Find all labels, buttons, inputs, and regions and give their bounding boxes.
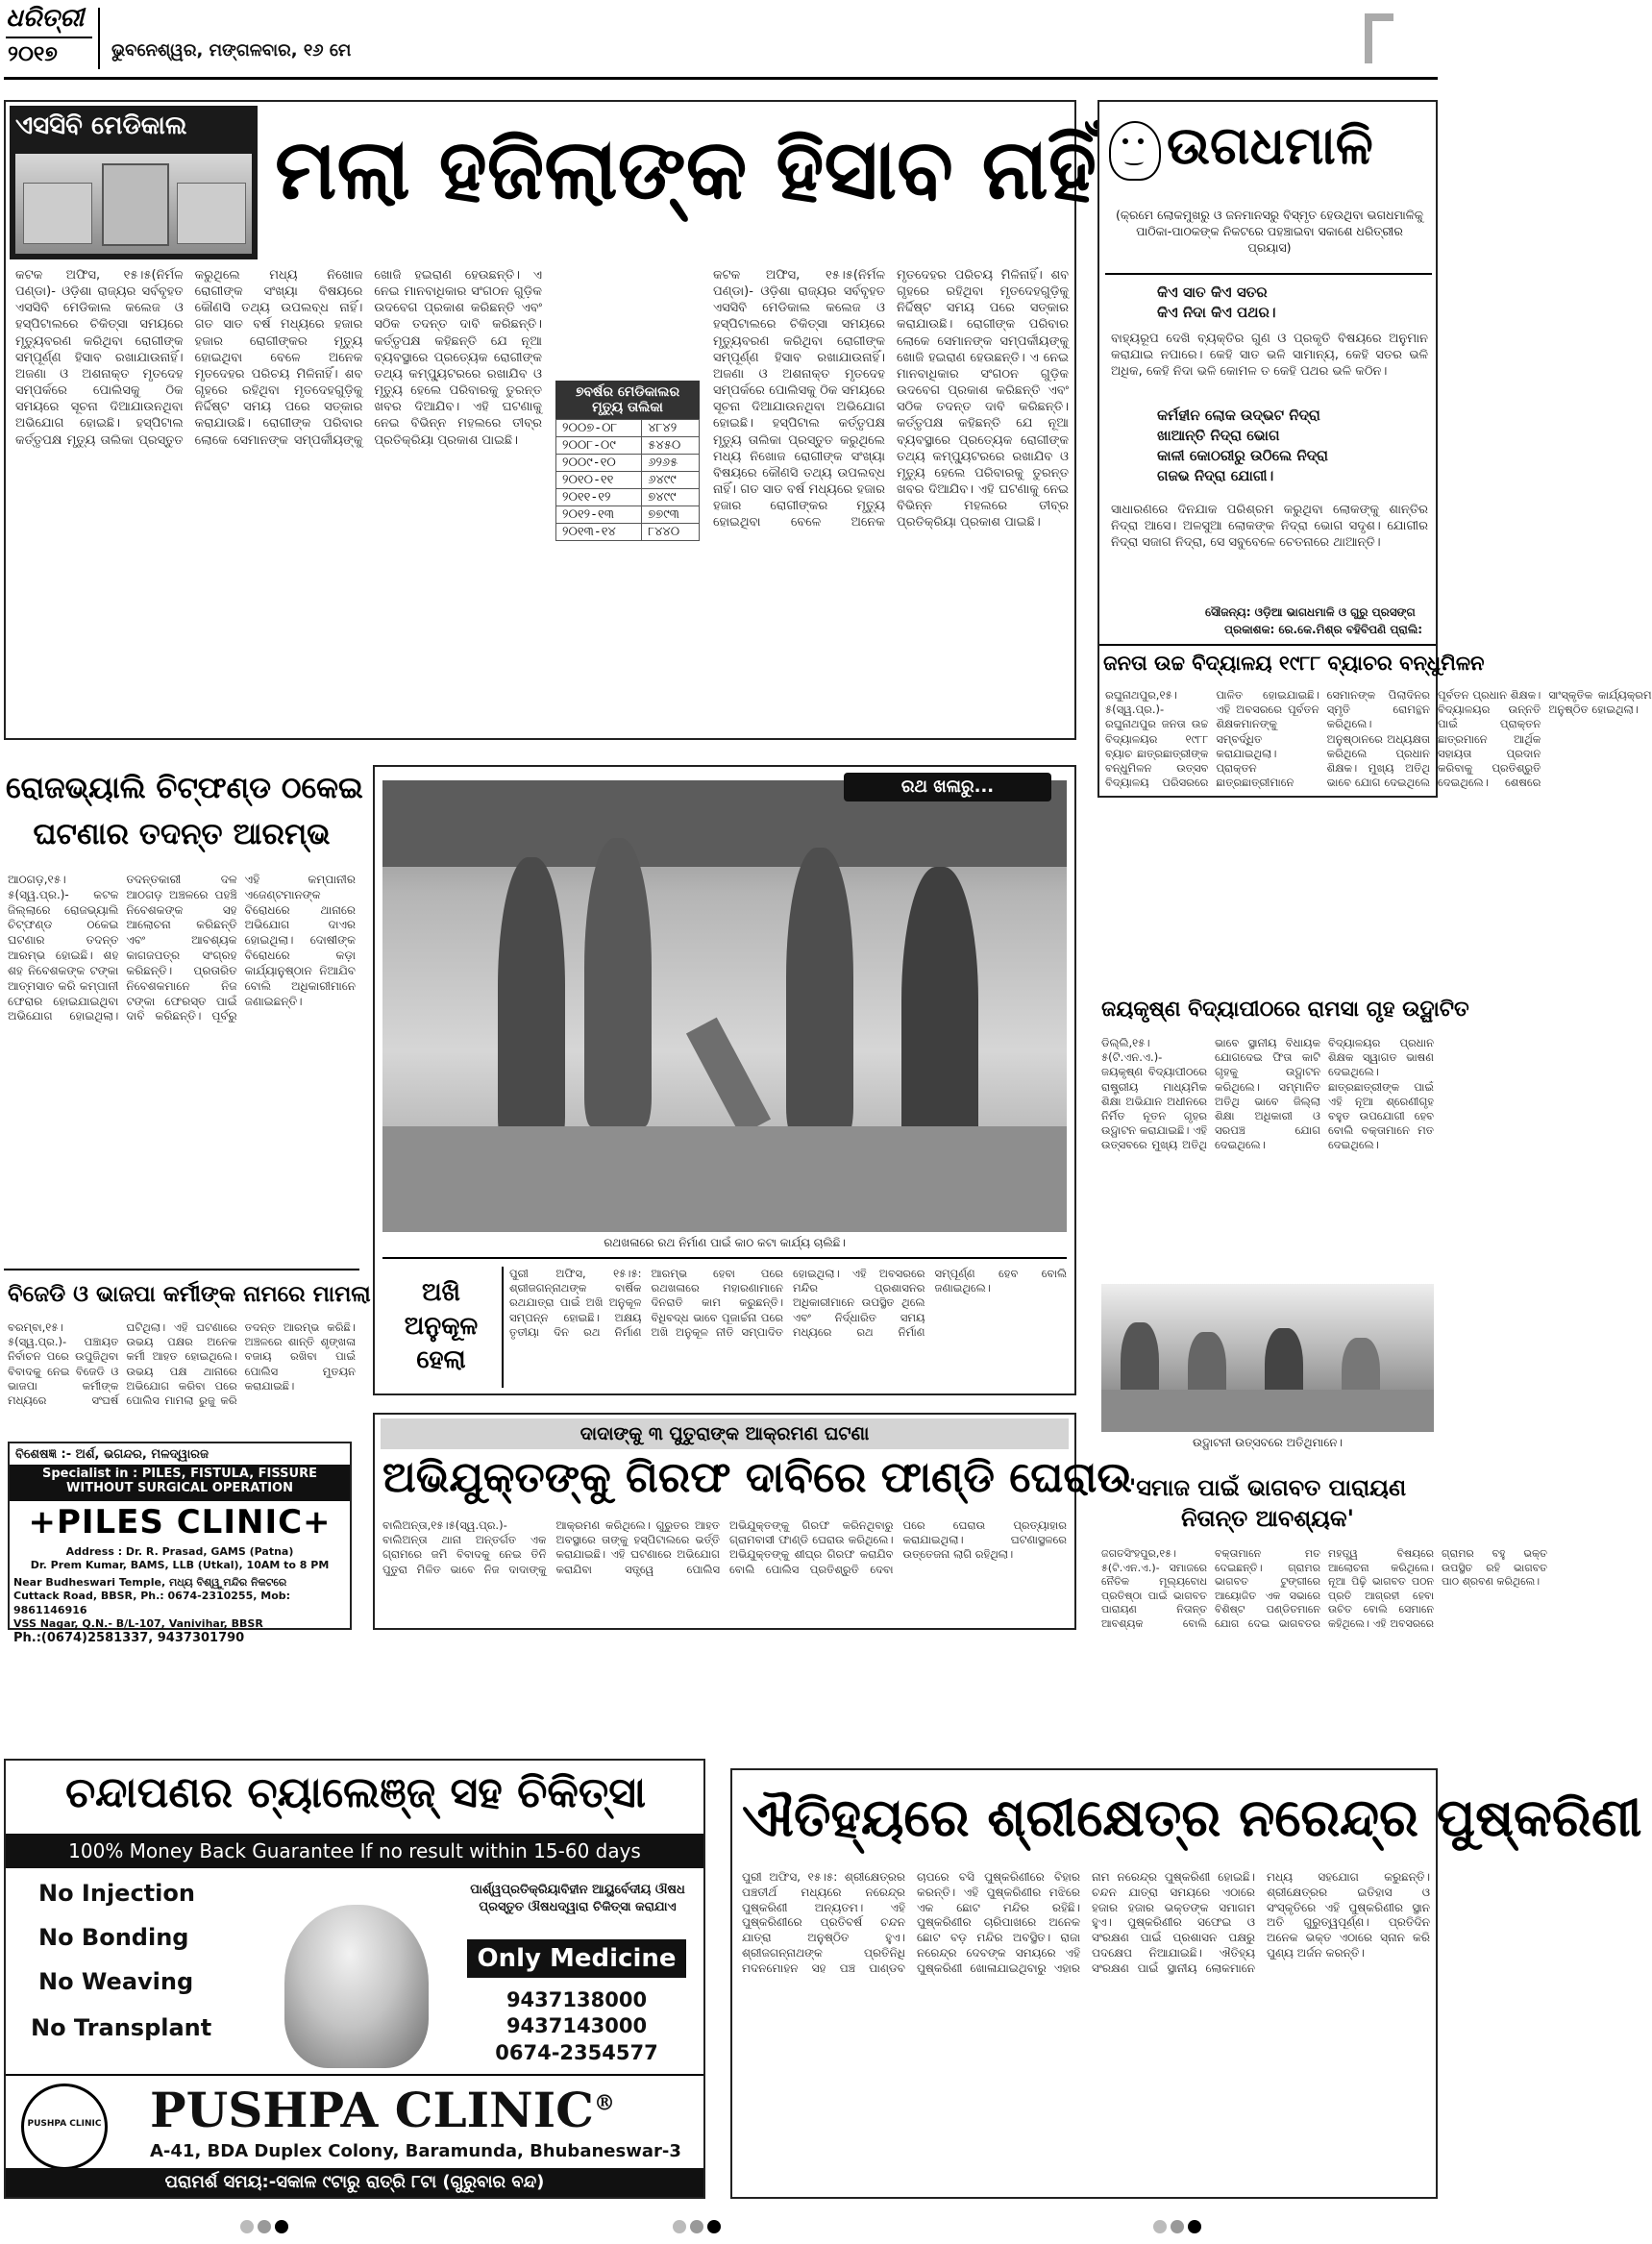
lead-body-cont: କଟକ ଅଫିସ, ୧୫।୫(ନିର୍ମଳ ପଣ୍ଡା)- ଓଡ଼ିଶା ରାଜ୍ୟର ସର୍ବବୃହତ ଏସସିବି ମେଡିକାଲ କଲେଜ ଓ ହସ୍ପିଟାଲରେ ଚିକିତ୍ସା ସମୟରେ ମୃତ୍ୟୁବରଣ କରିଥିବା ରୋଗୀଙ୍କ ସମ୍ପୂର୍ଣ୍ଣ ହିସାବ ରଖାଯାଉନାହିଁ। ଅଜଣା ଓ ଅଶନାକ୍ତ ମୃତଦେହ ସମ୍ପର୍କରେ ପୋଲିସକୁ ଠିକ ସମୟରେ ସୂଚନା ଦିଆଯାଉନଥିବା ଅଭିଯୋଗ ହୋଇଛି। ହସ୍ପିଟାଲ କର୍ତ୍ତୃପକ୍ଷ ମୃତ୍ୟୁ ତାଲିକା ପ୍ରସ୍ତୁତ କରୁଥିଲେ ମଧ୍ୟ ନିଖୋଜ ରୋଗୀଙ୍କ ସଂଖ୍ୟା ବିଷୟରେ କୌଣସି ତଥ୍ୟ ଉପଲବ୍ଧ ନାହିଁ। ଗତ ସାତ ବର୍ଷ ମଧ୍ୟରେ ହଜାର ହଜାର ରୋଗୀଙ୍କର ମୃତ୍ୟୁ ହୋଇଥିବା ବେଳେ ଅନେକ ମୃତଦେହର ପରିଚୟ ମିଳିନାହିଁ। ଶବ ଗୃହରେ ରହିଥିବା ମୃତଦେହଗୁଡ଼ିକୁ ନିର୍ଦ୍ଦିଷ୍ଟ ସମୟ ପରେ ସତ୍କାର କରାଯାଉଛି। ରୋଗୀଙ୍କ ପରିବାର ଲୋକେ ସେମାନଙ୍କ ସମ୍ପର୍କୀୟଙ୍କୁ ଖୋଜି ହଇରାଣ ହେଉଛନ୍ତି। ଏ ନେଇ ମାନବାଧିକାର ସଂଗଠନ ଗୁଡ଼ିକ ଉଦବେଗ ପ୍ରକାଶ କରିଛନ୍ତି ଏବଂ ସଠିକ ତଦନ୍ତ ଦାବି କରିଛନ୍ତି। କର୍ତ୍ତୃପକ୍ଷ କହିଛନ୍ତି ଯେ ନୂଆ ବ୍ୟବସ୍ଥାରେ ପ୍ରତ୍ୟେକ ରୋଗୀଙ୍କ ତଥ୍ୟ କମ୍ପ୍ୟୁଟରରେ ରଖାଯିବ ଓ ମୃତ୍ୟୁ ହେଲେ ପରିବାରକୁ ତୁରନ୍ତ ଖବର ଦିଆଯିବ। ଏହି ଘଟଣାକୁ ନେଇ ବିଭିନ୍ନ ମହଲରେ ତୀବ୍ର ପ୍ରତିକ୍ରିୟା ପ୍ରକାଶ ପାଇଛି। <box>713 268 1069 530</box>
pond-body: ପୁରୀ ଅଫିସ, ୧୫।୫: ଶ୍ରୀକ୍ଷେତ୍ରର ପଞ୍ଚତୀର୍ଥ ମଧ୍ୟରେ ନରେନ୍ଦ୍ର ପୁଷ୍କରିଣୀ ଅନ୍ୟତମ। ଏହି ପୁଷ୍କରିଣୀରେ ପ୍ରତିବର୍ଷ ଚନ୍ଦନ ଯାତ୍ରା ଅନୁଷ୍ଠିତ ହୁଏ। ଶ୍ରୀଜଗନ୍ନାଥଙ୍କ ପ୍ରତିନିଧି ମଦନମୋହନ ସହ ପଞ୍ଚ ପାଣ୍ଡବ ଚାପରେ ବସି ପୁଷ୍କରିଣୀରେ ବିହାର କରନ୍ତି। ଏହି ପୁଷ୍କରିଣୀର ମଝିରେ ଏକ ଛୋଟ ମନ୍ଦିର ରହିଛି। ପୁଷ୍କରିଣୀର ଚାରିପାଖରେ ଅନେକ ଛୋଟ ବଡ଼ ମନ୍ଦିର ଅବସ୍ଥିତ। ରାଜା ନରେନ୍ଦ୍ର ଦେବଙ୍କ ସମୟରେ ଏହି ପୁଷ୍କରିଣୀ ଖୋଳାଯାଇଥିବାରୁ ଏହାର ନାମ ନରେନ୍ଦ୍ର ପୁଷ୍କରିଣୀ ହୋଇଛି। ଚନ୍ଦନ ଯାତ୍ରା ସମୟରେ ଏଠାରେ ହଜାର ହଜାର ଭକ୍ତଙ୍କ ସମାଗମ ହୁଏ। ପୁଷ୍କରିଣୀର ସଫେଇ ଓ ସଂରକ୍ଷଣ ପାଇଁ ପ୍ରଶାସନ ପକ୍ଷରୁ ପଦକ୍ଷେପ ନିଆଯାଇଛି। ଐତିହ୍ୟ ସଂରକ୍ଷଣ ପାଇଁ ସ୍ଥାନୀୟ ଲୋକମାନେ ମଧ୍ୟ ସହଯୋଗ କରୁଛନ୍ତି। ଶ୍ରୀକ୍ଷେତ୍ରର ଇତିହାସ ଓ ସଂସ୍କୃତିରେ ଏହି ପୁଷ୍କରିଣୀର ସ୍ଥାନ ଅତି ଗୁରୁତ୍ୱପୂର୍ଣ୍ଣ। ପ୍ରତିଦିନ ଅନେକ ଭକ୍ତ ଏଠାରେ ସ୍ନାନ କରି ପୁଣ୍ୟ ଅର୍ଜନ କରନ୍ତି। <box>742 1870 1430 1975</box>
arrest-story <box>373 1413 1133 1630</box>
piles-ad-line1: ବିଶେଷଜ୍ଞ :- ଅର୍ଶ, ଭଗନ୍ଦର, ମଳଦ୍ୱାରଜ <box>15 1447 210 1462</box>
column-publisher: ପ୍ରକାଶକ: ରେ.କେ.ମିଶ୍ର ବହିବିପଣି ପ୍ରାଲି: <box>1224 623 1423 636</box>
lead-story <box>4 100 1097 740</box>
piles-ad-address: Address : Dr. R. Prasad, GAMS (Patna) Dr. Prem Kumar, BAMS, LLB (Utkal), 10AM to 8 PM <box>30 1545 330 1572</box>
bhagabata-headline: 'ସମାଜ ପାଇଁ ଭାଗବତ ପାରାୟଣ ନିତାନ୍ତ ଆବଶ୍ୟକ' <box>1128 1474 1407 1533</box>
pushpa-clinic-ad[interactable] <box>4 1759 705 2199</box>
column-para-2: ସାଧାରଣରେ ଦିନଯାକ ପରିଶ୍ରମ କରୁଥିବା ଲୋକଙ୍କୁ ଶାନ୍ତିର ନିଦ୍ରା ଆସେ। ଅଳସୁଆ ଲୋକଙ୍କ ନିଦ୍ରା ଭୋଗ ସଦୃଶ। ଯୋଗୀର ନିଦ୍ରା ସଜାଗ ନିଦ୍ରା, ସେ ସବୁବେଳେ ଚେତନାରେ ଥାଆନ୍ତି। <box>1111 503 1428 551</box>
hospital-image <box>15 154 252 254</box>
jaykrushna-photo <box>1101 1284 1434 1432</box>
jaykrushna-caption: ଉଦ୍ଘାଟନୀ ଉତ୍ସବରେ ଅତିଥିମାନେ। <box>1193 1436 1343 1449</box>
table-row: ୨୦୧୦-୧୧ ୬୪୯୯ <box>556 472 700 489</box>
bald-head-image <box>284 1905 429 2068</box>
pushpa-ad-guarantee: 100% Money Back Guarantee If no result within 15-60 days <box>6 1834 703 1868</box>
page-corner-mark <box>1365 13 1393 63</box>
rath-photo-tag: ରଥ ଖଳାରୁ... <box>844 773 1051 801</box>
caricature-icon <box>1109 121 1161 181</box>
piles-ad-name: +PILES CLINIC+ <box>28 1503 332 1541</box>
fatality-rows <box>555 419 700 541</box>
arrest-body: ବାଲିଅନ୍ତା,୧୫।୫(ସ୍ୱ.ପ୍ର.)- ବାଲିଅନ୍ତା ଥାନା ଅନ୍ତର୍ଗତ ଏକ ଗ୍ରାମରେ ଜମି ବିବାଦକୁ ନେଇ ତିନି ପୁତୁରା ମିଳିତ ଭାବେ ନିଜ ଦାଦାଙ୍କୁ ଆକ୍ରମଣ କରିଥିଲେ। ଗୁରୁତର ଆହତ ଅବସ୍ଥାରେ ତାଙ୍କୁ ହସ୍ପିଟାଲରେ ଭର୍ତ୍ତି କରାଯାଇଛି। ଏହି ଘଟଣାରେ ଅଭିଯୋଗ କରାଯିବା ସତ୍ତ୍ୱେ ପୋଲିସ ଅଭିଯୁକ୍ତଙ୍କୁ ଗିରଫ କରିନଥିବାରୁ ଗ୍ରାମବାସୀ ଫାଣ୍ଡି ଘେରାଉ କରିଥିଲେ। ଅଭିଯୁକ୍ତଙ୍କୁ ଶୀଘ୍ର ଗିରଫ କରାଯିବ ବୋଲି ପୋଲିସ ପ୍ରତିଶ୍ରୁତି ଦେବା ପରେ ଘେରାଉ ପ୍ରତ୍ୟାହାର କରାଯାଇଥିଲା। ଘଟଣାସ୍ଥଳରେ ଉତ୍ତେଜନା ଲାଗି ରହିଥିଲା। <box>382 1518 1067 1576</box>
rath-photo-caption: ରଥଖଳାରେ ରଥ ନିର୍ମାଣ ପାଇଁ କାଠ କଟା କାର୍ଯ୍ୟ ଚାଲିଛି। <box>604 1236 846 1249</box>
pushpa-address: A-41, BDA Duplex Colony, Baramunda, Bhubaneswar-3 <box>150 2141 681 2161</box>
no-weaving-item: No Weaving <box>38 1968 194 1995</box>
column-verse-2: କର୍ମହୀନ ଲୋକ ଉଦ୍ଭଟ ନିଦ୍ରା ଖାଆନ୍ତି ନିଦ୍ରା ଭୋଗ କାଳୀ କୋଠରୀରୁ ଉଠିଲେ ନିଦ୍ରା ଗଜଭ ନିଦ୍ରା ଯୋଗୀ। <box>1157 407 1328 484</box>
arrest-headline: ଅଭିଯୁକ୍ତଙ୍କୁ ଗିରଫ ଦାବିରେ ଫାଣ୍ଡି ଘେରାଉ <box>382 1453 1133 1502</box>
fatality-table-title: ୭ବର୍ଷର ମେଡିକାଲର ମୃତ୍ୟୁ ତାଲିକା <box>555 381 700 419</box>
column-intro: (କ୍ରମେ ଲୋକମୁଖରୁ ଓ ଜନମାନସରୁ ବିସ୍ମୃତ ହେଉଥିବା ଭଗଧମାଳିକୁ ପାଠିକା-ପାଠକଙ୍କ ନିକଟରେ ପହଞ୍ଚାଇବା ସକାଶେ ଧରିତ୍ରୀର ପ୍ରୟାସ) <box>1115 208 1424 255</box>
reunion-rule <box>1099 644 1436 646</box>
registered-mark: ® <box>593 2090 615 2116</box>
lead-photo <box>10 106 258 259</box>
chitfund-body: ଆଠଗଡ଼,୧୫।୫(ସ୍ୱ.ପ୍ର.)- କଟକ ଜିଲ୍ଲାରେ ରୋଜଭ୍ୟାଲି ଚିଟ୍‌ଫଣ୍ଡ ଠକେଇ ଘଟଣାର ତଦନ୍ତ ଆରମ୍ଭ ହୋଇଛି। ଶହ ଶହ ନିବେଶକଙ୍କ ଟଙ୍କା ଆତ୍ମସାତ କରି କମ୍ପାନୀ ଫେରାର ହୋଇଯାଇଥିବା ଅଭିଯୋଗ ହୋଇଥିଲା। ତଦନ୍ତକାରୀ ଦଳ ଆଠଗଡ଼ ଅଞ୍ଚଳରେ ପହଞ୍ଚି ନିବେଶକଙ୍କ ସହ ଆଲୋଚନା କରିଛନ୍ତି ଏବଂ ଆବଶ୍ୟକ କାଗଜପତ୍ର ସଂଗ୍ରହ କରିଛନ୍ତି। ପ୍ରତାରିତ ନିବେଶକମାନେ ନିଜ ଟଙ୍କା ଫେରସ୍ତ ପାଇଁ ଦାବି କରିଛନ୍ତି। ପୂର୍ବରୁ ଏହି କମ୍ପାନୀର ଏଜେଣ୍ଟମାନଙ୍କ ବିରୋଧରେ ଥାନାରେ ଅଭିଯୋଗ ଦାଏର ହୋଇଥିଲା। ଦୋଷୀଙ୍କ ବିରୋଧରେ କଡ଼ା କାର୍ଯ୍ୟାନୁଷ୍ଠାନ ନିଆଯିବ ବୋଲି ଅଧିକାରୀମାନେ ଜଣାଇଛନ୍ତି। <box>8 873 356 1023</box>
piles-ad-line2: Specialist in : PILES, FISTULA, FISSURE <box>42 1467 317 1481</box>
masthead <box>0 0 1442 79</box>
brand-rule <box>6 37 92 38</box>
pushpa-phones: 9437138000 9437143000 0674-2354577 <box>495 1988 658 2064</box>
chitfund-headline-1: ରୋଜଭ୍ୟାଲି ଚିଟ୍‌ଫଣ୍ଡ ଠକେଇ <box>6 771 363 805</box>
only-medicine-label: Only Medicine <box>467 1939 686 1978</box>
edition-year: ୨୦୧୭ <box>8 42 58 66</box>
lead-kicker: ଏସସିବି ମେଡିକାଲ <box>15 111 187 140</box>
brand-name: ଧରିତ୍ରୀ <box>6 4 85 33</box>
rath-photo-story <box>373 765 1076 1395</box>
pushpa-ad-headline: ଚନ୍ଦାପଣର ଚ୍ୟାଲେଞ୍ଜ୍ ସହ ଚିକିତ୍ସା <box>64 1768 646 1817</box>
chitfund-headline-2: ଘଟଣାର ତଦନ୍ତ ଆରମ୍ଭ <box>33 817 331 851</box>
rath-khala-photo <box>382 780 1067 1232</box>
table-row: ୨୦୦୮-୦୯ ୫୪୫୦ <box>556 437 700 455</box>
no-injection-item: No Injection <box>38 1880 195 1907</box>
bhagabata-body: ଜଗତସିଂହପୁର,୧୫।୫(ଟି.ଏନ.ଏ.)- ସମାଜରେ ନୈତିକ ମୂଲ୍ୟବୋଧ ପ୍ରତିଷ୍ଠା ପାଇଁ ଭାଗବତ ପାରାୟଣ ନିତାନ୍ତ ଆବଶ୍ୟକ ବୋଲି ବକ୍ତାମାନେ ମତ ଦେଇଛନ୍ତି। ଗ୍ରାମର ଭାଗବତ ଟୁଙ୍ଗୀରେ ଆୟୋଜିତ ଏକ ସଭାରେ ବିଶିଷ୍ଟ ପଣ୍ଡିତମାନେ ଯୋଗ ଦେଇ ଭାଗବତର ମହତ୍ତ୍ୱ ବିଷୟରେ ଆଲୋଚନା କରିଥିଲେ। ନୂଆ ପିଢ଼ି ଭାଗବତ ପଠନ ପ୍ରତି ଆଗ୍ରହୀ ହେବା ଉଚିତ ବୋଲି ସେମାନେ କହିଥିଲେ। ଏହି ଅବସରରେ ଗ୍ରାମର ବହୁ ଭକ୍ତ ଉପସ୍ଥିତ ରହି ଭାଗବତ ପାଠ ଶ୍ରବଣ କରିଥିଲେ। <box>1101 1547 1547 1630</box>
piles-ad-banner <box>10 1465 350 1501</box>
jaykrushna-headline: ଜୟକୃଷ୍ଣ ବିଦ୍ୟାପୀଠରେ ରାମସା ଗୃହ ଉଦ୍ଘାଟିତ <box>1101 998 1469 1022</box>
pushpa-ad-ortext: ପାର୍ଶ୍ୱପ୍ରତିକ୍ରିୟାବିହୀନ ଆୟୁର୍ବେଦୀୟ ଔଷଧ ପ୍ରସ୍ତୁତ ଔଷଧଦ୍ୱାରା ଚିକିତ୍ସା କରାଯାଏ <box>470 1883 685 1915</box>
arrest-kicker: ଦାଦାଙ୍କୁ ୩ ପୁତୁରାଙ୍କ ଆକ୍ରମଣ ଘଟଣା <box>381 1418 1069 1449</box>
table-row: ୨୦୧୧-୧୨ ୭୪୯୯ <box>556 489 700 506</box>
reunion-headline: ଜନତା ଉଚ୍ଚ ବିଦ୍ୟାଳୟ ୧୯୮୮ ବ୍ୟାଚର ବନ୍ଧୁମିଳନ <box>1103 652 1485 675</box>
pushpa-logo <box>21 2084 108 2170</box>
footer-marks <box>0 2216 1442 2243</box>
pond-story <box>730 1768 1642 2199</box>
piles-clinic-ad[interactable] <box>8 1442 352 1646</box>
column-para-1: ବାହ୍ୟରୂପ ଦେଖି ବ୍ୟକ୍ତିର ଗୁଣ ଓ ପ୍ରକୃତି ବିଷୟରେ ଅନୁମାନ କରାଯାଇ ନପାରେ। କେହି ସାତ ଭଳି ସାମାନ୍ୟ, କେହି ସତର ଭଳି ଅଧିକ, କେହି ନିଦା ଭଳି କୋମଳ ତ କେହି ପଥର ଭଳି କଠିନ। <box>1111 332 1428 380</box>
table-row: ୨୦୧୨-୧୩ ୭୭୯୩ <box>556 506 700 524</box>
header-divider <box>98 8 100 69</box>
pond-headline: ଐତିହ୍ୟରେ ଶ୍ରୀକ୍ଷେତ୍ର ନରେନ୍ଦ୍ର ପୁଷ୍କରିଣୀ <box>742 1788 1642 1848</box>
chitfund-story <box>4 763 363 1272</box>
no-transplant-item: No Transplant <box>31 2014 212 2041</box>
lead-body: କଟକ ଅଫିସ, ୧୫।୫(ନିର୍ମଳ ପଣ୍ଡା)- ଓଡ଼ିଶା ରାଜ୍ୟର ସର୍ବବୃହତ ଏସସିବି ମେଡିକାଲ କଲେଜ ଓ ହସ୍ପିଟାଲରେ ଚିକିତ୍ସା ସମୟରେ ମୃତ୍ୟୁବରଣ କରିଥିବା ରୋଗୀଙ୍କ ସମ୍ପୂର୍ଣ୍ଣ ହିସାବ ରଖାଯାଉନାହିଁ। ଅଜଣା ଓ ଅଶନାକ୍ତ ମୃତଦେହ ସମ୍ପର୍କରେ ପୋଲିସକୁ ଠିକ ସମୟରେ ସୂଚନା ଦିଆଯାଉନଥିବା ଅଭିଯୋଗ ହୋଇଛି। ହସ୍ପିଟାଲ କର୍ତ୍ତୃପକ୍ଷ ମୃତ୍ୟୁ ତାଲିକା ପ୍ରସ୍ତୁତ କରୁଥିଲେ ମଧ୍ୟ ନିଖୋଜ ରୋଗୀଙ୍କ ସଂଖ୍ୟା ବିଷୟରେ କୌଣସି ତଥ୍ୟ ଉପଲବ୍ଧ ନାହିଁ। ଗତ ସାତ ବର୍ଷ ମଧ୍ୟରେ ହଜାର ହଜାର ରୋଗୀଙ୍କର ମୃତ୍ୟୁ ହୋଇଥିବା ବେଳେ ଅନେକ ମୃତଦେହର ପରିଚୟ ମିଳିନାହିଁ। ଶବ ଗୃହରେ ରହିଥିବା ମୃତଦେହଗୁଡ଼ିକୁ ନିର୍ଦ୍ଦିଷ୍ଟ ସମୟ ପରେ ସତ୍କାର କରାଯାଉଛି। ରୋଗୀଙ୍କ ପରିବାର ଲୋକେ ସେମାନଙ୍କ ସମ୍ପର୍କୀୟଙ୍କୁ ଖୋଜି ହଇରାଣ ହେଉଛନ୍ତି। ଏ ନେଇ ମାନବାଧିକାର ସଂଗଠନ ଗୁଡ଼ିକ ଉଦବେଗ ପ୍ରକାଶ କରିଛନ୍ତି ଏବଂ ସଠିକ ତଦନ୍ତ ଦାବି କରିଛନ୍ତି। କର୍ତ୍ତୃପକ୍ଷ କହିଛନ୍ତି ଯେ ନୂଆ ବ୍ୟବସ୍ଥାରେ ପ୍ରତ୍ୟେକ ରୋଗୀଙ୍କ ତଥ୍ୟ କମ୍ପ୍ୟୁଟରରେ ରଖାଯିବ ଓ ମୃତ୍ୟୁ ହେଲେ ପରିବାରକୁ ତୁରନ୍ତ ଖବର ଦିଆଯିବ। ଏହି ଘଟଣାକୁ ନେଇ ବିଭିନ୍ନ ମହଲରେ ତୀବ୍ର ପ୍ରତିକ୍ରିୟା ପ୍ରକାଶ ପାଇଛି। <box>15 268 542 448</box>
piles-ad-line3: WITHOUT SURGICAL OPERATION <box>66 1481 293 1495</box>
akhi-label: ଅଖି ଅନୁକୂଳ ହେଲା <box>404 1278 479 1375</box>
bjd-body: ବରମ୍ବା,୧୫।୫(ସ୍ୱ.ପ୍ର.)- ପଞ୍ଚାୟତ ନିର୍ବାଚନ ପରେ ଉପୁଜିଥିବା ବିବାଦକୁ ନେଇ ବିଜେଡି ଓ ଭାଜପା କର୍ମୀଙ୍କ ମଧ୍ୟରେ ସଂଘର୍ଷ ଘଟିଥିଲା। ଏହି ଘଟଣାରେ ଉଭୟ ପକ୍ଷର ଅନେକ କର୍ମୀ ଆହତ ହୋଇଥିଲେ। ଉଭୟ ପକ୍ଷ ଥାନାରେ ଅଭିଯୋଗ କରିବା ପରେ ପୋଲିସ ମାମଲା ରୁଜୁ କରି ତଦନ୍ତ ଆରମ୍ଭ କରିଛି। ଅଞ୍ଚଳରେ ଶାନ୍ତି ଶୃଙ୍ଖଳା ବଜାୟ ରଖିବା ପାଇଁ ପୋଲିସ ମୁତୟନ କରାଯାଇଛି। <box>8 1320 356 1407</box>
column-credit: ସୌଜନ୍ୟ: ଓଡ଼ିଆ ଭାଗଧମାଳି ଓ ଗୁରୁ ପ୍ରସଙ୍ଗ <box>1205 605 1416 619</box>
column-title: ଉଗଧମାଳି <box>1167 115 1373 176</box>
reunion-body: ରଘୁନାଥପୁର,୧୫।୫(ସ୍ୱ.ପ୍ର.)- ରଘୁନାଥପୁର ଜନତା ଉଚ୍ଚ ବିଦ୍ୟାଳୟର ୧୯୮୮ ବ୍ୟାଚ ଛାତ୍ରଛାତ୍ରୀଙ୍କ ବନ୍ଧୁମିଳନ ଉତ୍ସବ ବିଦ୍ୟାଳୟ ପରିସରରେ ପାଳିତ ହୋଇଯାଇଛି। ଏହି ଅବସରରେ ପୂର୍ବତନ ଶିକ୍ଷକମାନଙ୍କୁ ସମ୍ବର୍ଦ୍ଧିତ କରାଯାଇଥିଲା। ପ୍ରାକ୍ତନ ଛାତ୍ରଛାତ୍ରୀମାନେ ସେମାନଙ୍କ ପିଲାଦିନର ସ୍ମୃତି ରୋମନ୍ଥନ କରିଥିଲେ। ଅନୁଷ୍ଠାନରେ ଅଧ୍ୟକ୍ଷତା କରିଥିଲେ ପ୍ରଧାନ ଶିକ୍ଷକ। ମୁଖ୍ୟ ଅତିଥି ଭାବେ ଯୋଗ ଦେଇଥିଲେ ପୂର୍ବତନ ପ୍ରଧାନ ଶିକ୍ଷକ। ବିଦ୍ୟାଳୟର ଉନ୍ନତି ପାଇଁ ପ୍ରାକ୍ତନ ଛାତ୍ରମାନେ ଆର୍ଥିକ ସହାୟତା ପ୍ରଦାନ କରିବାକୁ ପ୍ରତିଶ୍ରୁତି ଦେଇଥିଲେ। ଶେଷରେ ସାଂସ୍କୃତିକ କାର୍ଯ୍ୟକ୍ରମ ଅନୁଷ୍ଠିତ ହୋଇଥିଲା। <box>1105 688 1652 790</box>
header-rule <box>4 77 1438 80</box>
bhagabata-story <box>1097 1470 1547 1634</box>
jaykrushna-body: ଡିଲ୍ଲି,୧୫।୫(ଟି.ଏନ.ଏ.)- ଜୟକୃଷ୍ଣ ବିଦ୍ୟାପୀଠରେ ରାଷ୍ଟ୍ରୀୟ ମାଧ୍ୟମିକ ଶିକ୍ଷା ଅଭିଯାନ ଅଧୀନରେ ନିର୍ମିତ ନୂତନ ଗୃହର ଉଦ୍ଘାଟନ କରାଯାଇଛି। ଏହି ଉତ୍ସବରେ ମୁଖ୍ୟ ଅତିଥି ଭାବେ ସ୍ଥାନୀୟ ବିଧାୟକ ଯୋଗଦେଇ ଫିତା କାଟି ଗୃହକୁ ଉଦ୍ଘାଟନ କରିଥିଲେ। ସମ୍ମାନିତ ଅତିଥି ଭାବେ ଜିଲ୍ଲା ଶିକ୍ଷା ଅଧିକାରୀ ଓ ସରପଞ୍ଚ ଯୋଗ ଦେଇଥିଲେ। ବିଦ୍ୟାଳୟର ପ୍ରଧାନ ଶିକ୍ଷକ ସ୍ୱାଗତ ଭାଷଣ ଦେଇଥିଲେ। ଛାତ୍ରଛାତ୍ରୀଙ୍କ ପାଇଁ ଏହି ନୂଆ ଶ୍ରେଣୀଗୃହ ବହୁତ ଉପଯୋଗୀ ହେବ ବୋଲି ବକ୍ତାମାନେ ମତ ଦେଇଥିଲେ। <box>1101 1036 1434 1152</box>
table-row: ୨୦୧୩-୧୪ ୮୪୪୦ <box>556 524 700 541</box>
column-box <box>1097 100 1652 798</box>
no-bonding-item: No Bonding <box>38 1924 189 1951</box>
piles-ad-address-2: Near Budheswari Temple, ମଧ୍ୟ ବିଶ୍ୱୁ ମନ୍ଦିର ନିକଟରେ Cuttack Road, BBSR, Ph.: 0674-2310255, Mob: 9861146916 VSS Nagar, Q.N.- B/L-107, Vanivihar, BBSR Ph.:(0674)2581337, 9437301790 <box>13 1576 291 1646</box>
akhi-body: ପୁରୀ ଅଫିସ, ୧୫।୫: ଶ୍ରୀଜଗନ୍ନାଥଙ୍କ ବାର୍ଷିକ ରଥଯାତ୍ରା ପାଇଁ ଅଖି ଅନୁକୂଳ ସମ୍ପନ୍ନ ହୋଇଛି। ଅକ୍ଷୟ ତୃତୀୟା ଦିନ ରଥ ନିର୍ମାଣ ଆରମ୍ଭ ହେବା ପରେ ରଥଖଳାରେ ମହାରଣାମାନେ ଦିନରାତି କାମ କରୁଛନ୍ତି। ବିଧିବଦ୍ଧ ଭାବେ ପୂଜାର୍ଚ୍ଚନା ପରେ ଅଖି ଅନୁକୂଳ ନୀତି ସମ୍ପାଦିତ ହୋଇଥିଲା। ଏହି ଅବସରରେ ମନ୍ଦିର ପ୍ରଶାସନର ଅଧିକାରୀମାନେ ଉପସ୍ଥିତ ଥିଲେ ଏବଂ ନିର୍ଦ୍ଧାରିତ ସମୟ ମଧ୍ୟରେ ରଥ ନିର୍ମାଣ ସମ୍ପୂର୍ଣ୍ଣ ହେବ ବୋଲି ଜଣାଇଥିଲେ। <box>509 1267 1067 1339</box>
column-verse-1: କିଏ ସାତ କିଏ ସତର କିଏ ନିଦା କିଏ ପଥର। <box>1157 284 1276 321</box>
lead-headline: ମଲା ହଜିଲାଙ୍କ ହିସାବ ନାହିଁ <box>275 122 1097 218</box>
fatality-table <box>555 381 700 541</box>
table-row: ୨୦୦୯-୧୦ ୬୨୬୫ <box>556 455 700 472</box>
pushpa-logo-text: PUSHPA CLINIC <box>27 2119 102 2129</box>
pushpa-timing: ପରାମର୍ଶ ସମୟ:-ସକାଳ ୯ଟାରୁ ରାତ୍ରି ୮ଟା (ଗୁରୁବାର ବନ୍ଦ) <box>6 2168 703 2197</box>
pushpa-name: PUSHPA CLINIC® <box>150 2082 615 2138</box>
bjd-headline: ବିଜେଡି ଓ ଭାଜପା କର୍ମୀଙ୍କ ନାମରେ ମାମଲା <box>8 1282 371 1307</box>
jaykrushna-story <box>1097 798 1469 1461</box>
dateline: ଭୁବନେଶ୍ୱର, ମଙ୍ଗଳବାର, ୧୬ ମେ <box>111 40 352 61</box>
table-row: ୨୦୦୭-୦୮ ୪୮୪୨ <box>556 420 700 437</box>
column-rule <box>1105 273 1432 275</box>
